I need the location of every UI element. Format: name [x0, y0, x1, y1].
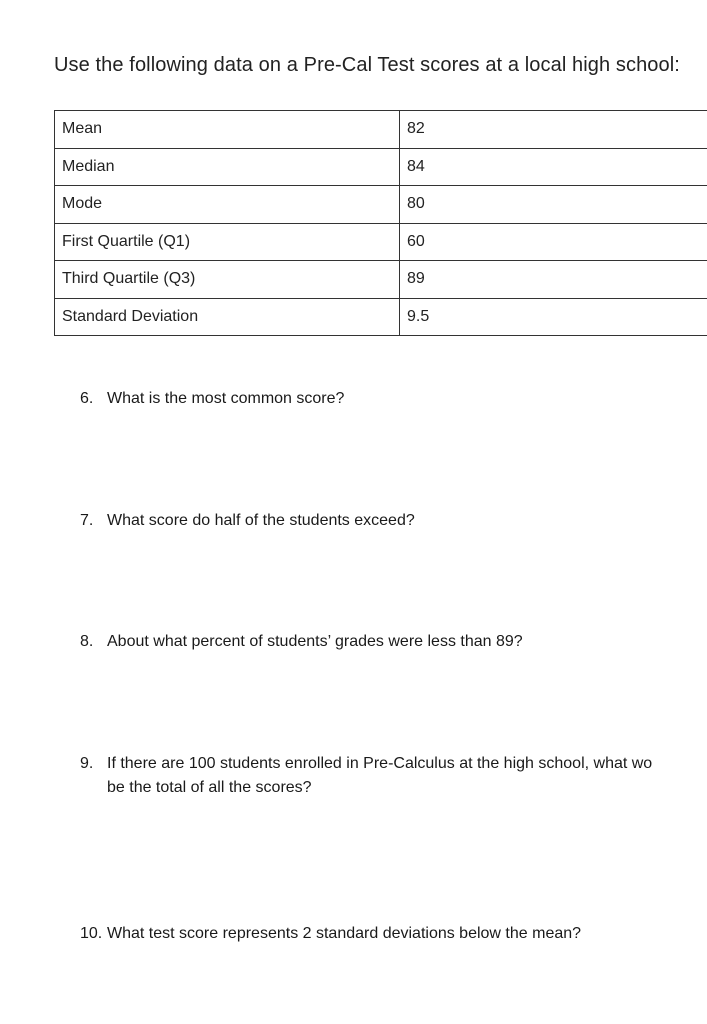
table-row	[55, 223, 707, 261]
question-9	[80, 752, 652, 800]
stat-value-q1: 60	[400, 223, 707, 261]
question-text: What score do half of the students exceed?	[107, 512, 415, 529]
table-row	[55, 298, 707, 336]
question-text: What test score represents 2 standard deviations below the mean?	[107, 925, 582, 942]
question-number: 8.	[80, 633, 94, 650]
stat-label-q3: Third Quartile (Q3)	[55, 261, 400, 299]
stat-label-mean: Mean	[55, 111, 400, 149]
table-row	[55, 186, 707, 224]
stat-value-q3: 89	[400, 261, 707, 299]
question-number: 9.	[80, 755, 94, 772]
stat-value-mean: 82	[400, 111, 707, 149]
question-text: What is the most common score?	[107, 390, 345, 407]
table-row	[55, 148, 707, 186]
question-text-continued: be the total of all the scores?	[107, 779, 312, 796]
stat-value-std-dev: 9.5	[400, 298, 707, 336]
question-text: If there are 100 students enrolled in Pre-Calculus at the high school, what wo	[107, 755, 653, 772]
stat-value-mode: 80	[400, 186, 707, 224]
question-8	[80, 630, 523, 654]
stat-label-median: Median	[55, 148, 400, 186]
stat-label-std-dev: Standard Deviation	[55, 298, 400, 336]
table-row	[55, 111, 707, 149]
question-number: 6.	[80, 390, 94, 407]
question-text: About what percent of students’ grades were less than 89?	[107, 633, 523, 650]
question-7	[80, 509, 415, 533]
question-number: 10.	[80, 925, 103, 942]
intro-text: Use the following data on a Pre-Cal Test scores at a local high school:	[54, 54, 680, 76]
stat-label-mode: Mode	[55, 186, 400, 224]
stat-value-median: 84	[400, 148, 707, 186]
question-number: 7.	[80, 512, 94, 529]
table-row	[55, 261, 707, 299]
stat-label-q1: First Quartile (Q1)	[55, 223, 400, 261]
question-10	[80, 922, 581, 946]
statistics-table	[54, 110, 707, 336]
question-6	[80, 387, 344, 411]
